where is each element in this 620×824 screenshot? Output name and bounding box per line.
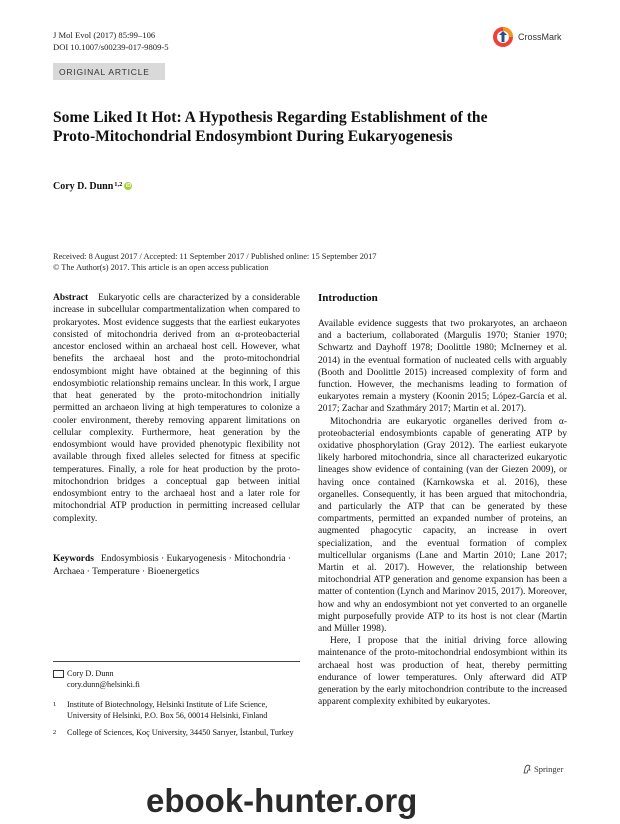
affiliation-number: 2	[53, 729, 57, 736]
article-type-badge: ORIGINAL ARTICLE	[53, 63, 165, 80]
introduction-heading: Introduction	[318, 292, 378, 304]
publisher-name: Springer	[534, 764, 564, 774]
journal-info	[53, 30, 169, 53]
abstract-label: Abstract	[53, 293, 89, 303]
crossmark-icon	[492, 26, 514, 48]
keywords	[53, 553, 300, 578]
affiliation-text: College of Sciences, Koç University, 34450 Sarıyer, İstanbul, Turkey	[67, 728, 294, 737]
abstract	[53, 292, 300, 525]
intro-paragraph-3: Here, I propose that the initial driving force allowing maintenance of the proto-mitochondrial endosymbiont within its archaeal host was production of heat, thereby permitting endurance of lower temperatures. Only afterward did ATP generation by the early mitochondrion contribute to the increased apparent complexity exhibited by eukaryotes.	[318, 636, 567, 708]
watermark: ebook-hunter.org	[146, 782, 418, 819]
article-title: Some Liked It Hot: A Hypothesis Regarding Establishment of the Proto-Mitochondrial Endosymbiont During Eukaryogenesis	[53, 109, 488, 145]
crossmark-label: CrossMark	[518, 32, 562, 42]
author-affiliation-sup: 1,2	[114, 181, 123, 188]
affiliation-text: Institute of Biotechnology, Helsinki Institute of Life Science, University of Helsinki, P.O. Box 56, 00014 Helsinki, Finland	[67, 700, 268, 720]
springer-horse-icon	[522, 764, 532, 774]
abstract-text: Eukaryotic cells are characterized by a considerable increase in subcellular compartmentalization when compared to prokaryotes. Most evidence suggests that the earliest eukaryotes consisted of mitochondria derived from an α-proteobacterial ancestor enclosed within an archaeal host cell. However, what benefits the archaeal host and the proto-mitochondrial endosymbiont might have obtained at the beginning of this endosymbiotic relationship remains unclear. In this work, I argue that heat generated by the proto-mitochondrion initially permitted an archaeon living at high temperatures to colonize a cooler environment, thereby removing apparent limitations on cellular complexity. Furthermore, heat generation by the endosymbiont would have provided phenotypic flexibility not available through fixed alleles selected for fitness at specific temperatures. Finally, a role for heat production by the proto-mitochondrion bridges a conceptual gap between initial endosymbiont entry to the archaeal host and a later role for mitochondrial ATP production in permitting increased cellular complexity.	[53, 293, 300, 524]
author-line	[53, 181, 132, 192]
intro-paragraph-2: Mitochondria are eukaryotic organelles derived from α-proteobacterial endosymbionts capable of generating ATP by oxidative phosphorylation (Gray 2012). The earliest eukaryote likely harbored mitochondria, since all characterized eukaryotic lineages show evidence of containing (van der Giezen 2009), or having once contained (Karnkowska et al. 2016), these organelles. Consequently, it has been argued that mitochondria, and particularly the ATP that can be generated by these compartments, permitted an expanded number of proteins, an augmented phagocytic capacity, an increase in overt specialization, and the eventual formation of complex multicellular organisms (Lane and Martin 2010; Lane 2017; Martin et al. 2017). However, the relationship between mitochondrial ATP generation and genome expansion has been a matter of contention (Lynch and Marinov 2015, 2017). Moreover, how and why an endosymbiont not yet converted to an organelle might purposefully provide ATP to its host is not clear (Martin and Müller 1998).	[318, 416, 567, 635]
affiliation-2	[53, 728, 303, 752]
corresponding-author	[53, 669, 300, 691]
intro-paragraph-1: Available evidence suggests that two prokaryotes, an archaeon and a bacterium, collaborated (Margulis 1970; Stanier 1970; Schwartz and Dayhoff 1978; Doolittle 1980; McInerney et al. 2014) in the eventual formation of nucleated cells with arguably (Booth and Doolittle 2015) increased complexity of form and function. However, the mechanisms leading to formation of eukaryotes remain a mystery (Koonin 2015; López-García et al. 2017; Zachar and Szathmáry 2017; Martin et al. 2017).	[318, 319, 567, 415]
crossmark-badge[interactable]	[492, 26, 562, 48]
publication-dates	[53, 251, 376, 273]
keywords-label: Keywords	[53, 554, 94, 564]
introduction-body	[318, 318, 567, 709]
corr-name: Cory D. Dunn	[67, 669, 114, 678]
orcid-icon[interactable]: iD	[125, 183, 132, 189]
affiliation-number: 1	[53, 701, 57, 708]
author-name[interactable]: Cory D. Dunn	[53, 181, 114, 192]
copyright-line: © The Author(s) 2017. This article is an open access publication	[53, 263, 269, 272]
keywords-text: Endosymbiosis · Eukaryogenesis · Mitochondria · Archaea · Temperature · Bioenergetics	[53, 554, 292, 577]
springer-logo	[522, 764, 563, 774]
affiliation-1	[53, 700, 303, 724]
corr-email[interactable]: cory.dunn@helsinki.fi	[67, 679, 140, 689]
footnote-divider	[53, 661, 300, 662]
journal-citation: J Mol Evol (2017) 85:99–106	[53, 30, 156, 40]
envelope-icon	[53, 670, 64, 678]
doi[interactable]: DOI 10.1007/s00239-017-9809-5	[53, 41, 169, 52]
received-accepted-line: Received: 8 August 2017 / Accepted: 11 September 2017 / Published online: 15 September 2017	[53, 252, 377, 261]
